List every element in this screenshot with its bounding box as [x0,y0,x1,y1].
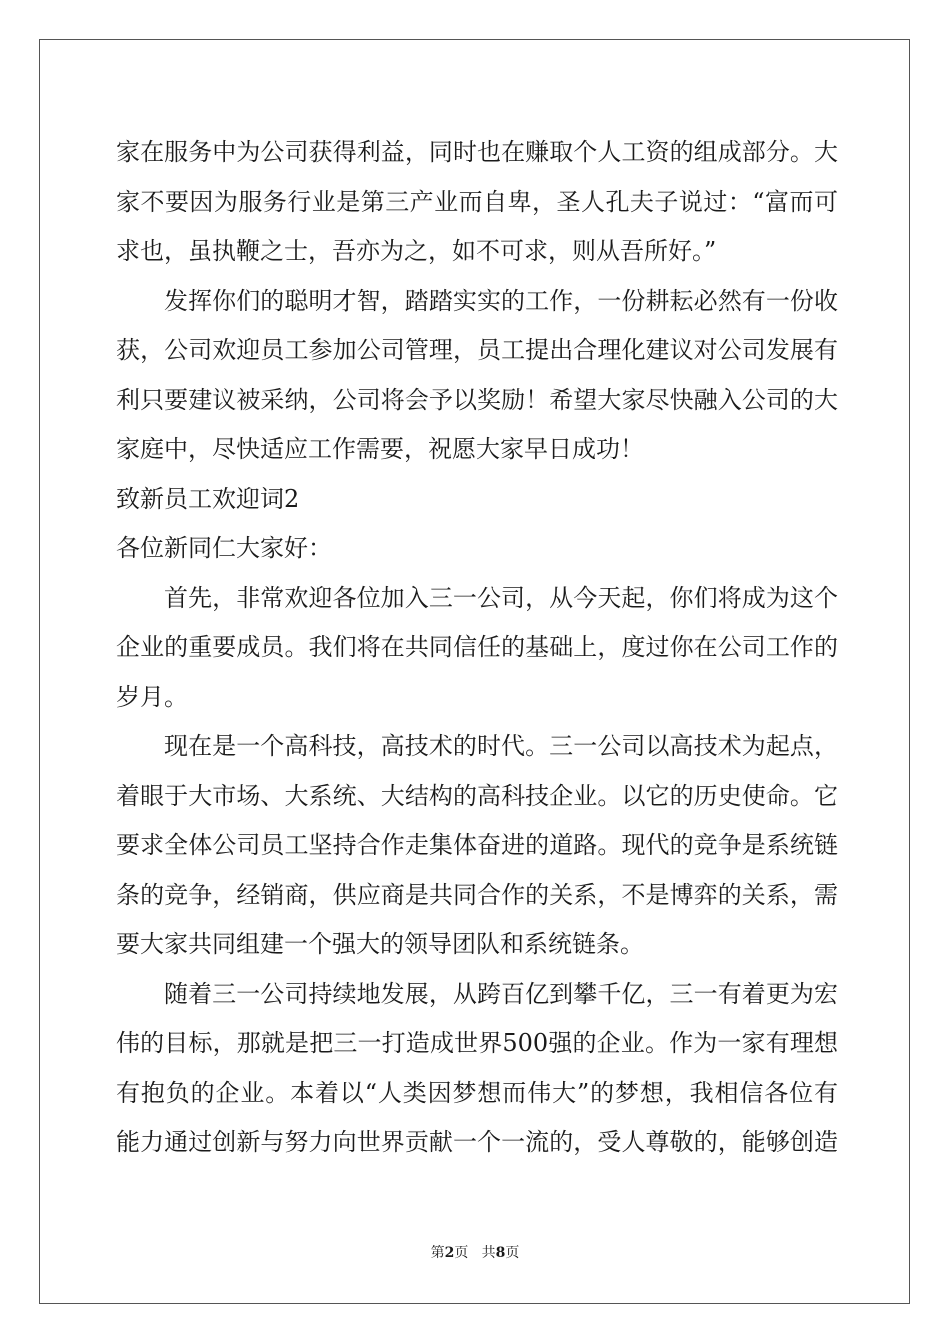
text-line: 家庭中，尽快适应工作需要，祝愿大家早日成功！ [116,435,644,463]
text-line: 企业的重要成员。我们将在共同信任的基础上，度过你在公司工作的 [116,633,838,661]
text-line: 伟的目标，那就是把三一打造成世界500强的企业。作为一家有理想 [116,1029,838,1057]
paragraph [116,970,838,1168]
paragraph [116,574,838,723]
page-suffix: 页 [454,1245,469,1261]
text-line: 发挥你们的聪明才智，踏踏实实的工作，一份耕耘必然有一份收 [164,286,838,315]
total-pages: 8 [495,1245,506,1261]
section-heading [116,475,838,525]
salutation [116,524,838,574]
heading-text: 致新员工欢迎词2 [116,484,300,513]
total-prefix: 共 [481,1245,496,1261]
text-line: 首先，非常欢迎各位加入三一公司，从今天起，你们将成为这个 [164,583,838,612]
text-line: 随着三一公司持续地发展，从跨百亿到攀千亿，三一有着更为宏 [164,979,838,1008]
text-line: 能力通过创新与努力向世界贡献一个一流的，受人尊敬的，能够创造 [116,1128,838,1156]
text-line: 要大家共同组建一个强大的领导团队和系统链条。 [116,930,644,958]
document-body [116,128,838,1168]
total-suffix: 页 [505,1245,520,1261]
paragraph [116,128,838,277]
paragraph [116,277,838,475]
text-line: 现在是一个高科技，高技术的时代。三一公司以高技术为起点， [164,732,838,760]
page-footer [0,1242,950,1262]
text-line: 岁月。 [116,682,188,711]
text-line: 求也，虽执鞭之士，吾亦为之，如不可求，则从吾所好。” [116,237,717,265]
text-line: 有抱负的企业。本着以“人类因梦想而伟大”的梦想，我相信各位有 [116,1078,838,1107]
page-number: 2 [444,1245,455,1261]
paragraph [116,722,838,970]
text-line: 获，公司欢迎员工参加公司管理，员工提出合理化建议对公司发展有 [116,336,838,364]
page-prefix: 第 [430,1245,445,1261]
text-line: 着眼于大市场、大系统、大结构的高科技企业。以它的历史使命。它 [116,781,838,810]
text-line: 要求全体公司员工坚持合作走集体奋进的道路。现代的竞争是系统链 [116,831,838,859]
text-line: 条的竞争，经销商，供应商是共同合作的关系，不是博弈的关系，需 [116,880,838,909]
text-line: 利只要建议被采纳，公司将会予以奖励！希望大家尽快融入公司的大 [116,385,838,414]
text-line: 家在服务中为公司获得利益，同时也在赚取个人工资的组成部分。大 [116,138,838,166]
text-line: 家不要因为服务行业是第三产业而自卑，圣人孔夫子说过：“富而可 [116,187,838,216]
salutation-text: 各位新同仁大家好： [116,534,332,562]
